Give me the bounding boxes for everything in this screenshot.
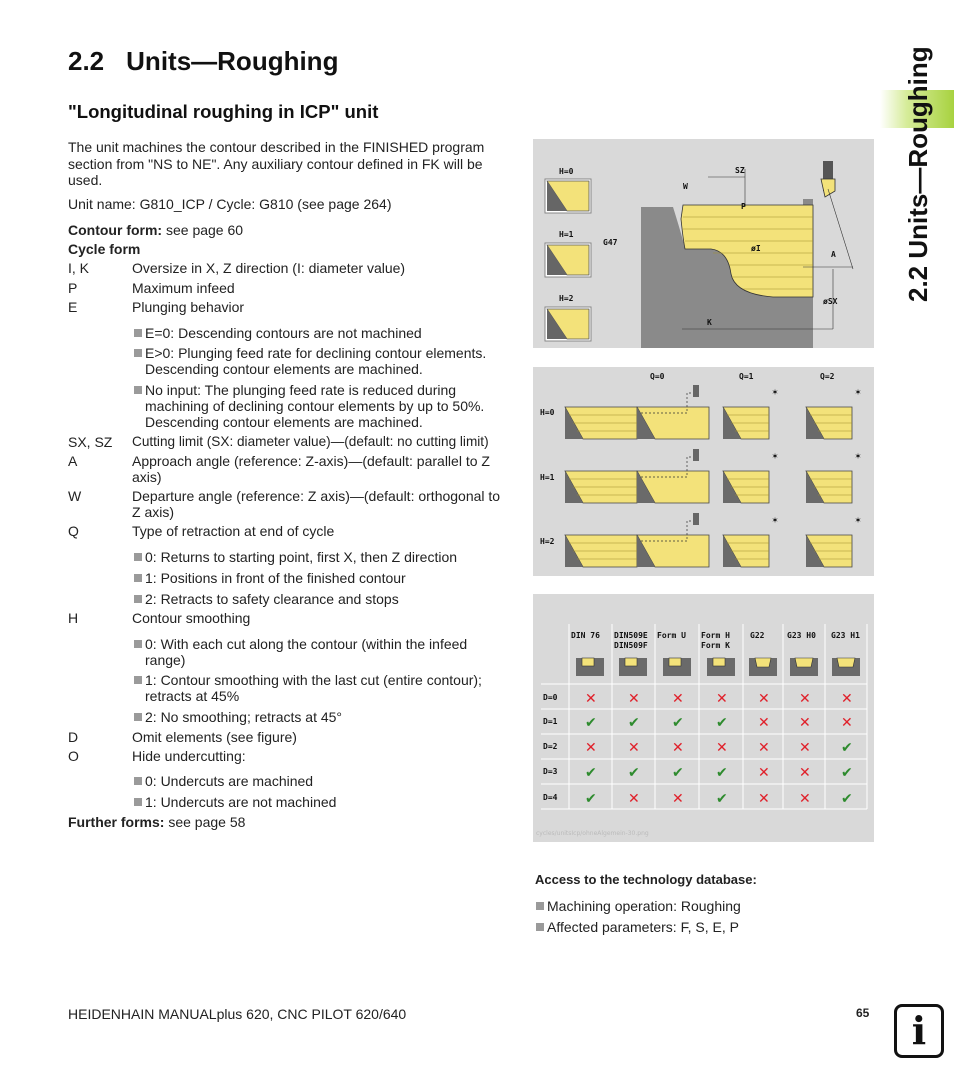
table-header: G23 H0 — [787, 631, 816, 640]
groove-fill — [755, 658, 771, 667]
check-icon: ✔ — [841, 740, 853, 756]
cross-icon: ✕ — [799, 715, 811, 731]
star-icon: ✶ — [855, 451, 862, 462]
diagram-label: SZ — [735, 166, 745, 175]
check-icon: ✔ — [841, 791, 853, 807]
groove-fill — [837, 658, 855, 667]
groove-fill — [582, 658, 594, 666]
cross-icon: ✕ — [585, 740, 597, 756]
omit-elements-svg — [533, 594, 874, 842]
diagram-label: H=0 — [559, 167, 574, 176]
check-icon: ✔ — [628, 765, 640, 781]
star-icon: ✶ — [772, 387, 779, 398]
cross-icon: ✕ — [758, 740, 770, 756]
check-icon: ✔ — [585, 791, 597, 807]
cross-icon: ✕ — [716, 691, 728, 707]
groove-fill — [669, 658, 681, 666]
row-label: H=0 — [540, 408, 555, 417]
check-icon: ✔ — [716, 765, 728, 781]
star-icon: ✶ — [772, 451, 779, 462]
diagram-label: W — [683, 182, 688, 191]
list-item: 2: No smoothing; retracts at 45° — [133, 709, 503, 725]
table-header: Form H — [701, 631, 730, 640]
cross-icon: ✕ — [841, 691, 853, 707]
tech-db-heading: Access to the technology database: — [535, 872, 757, 887]
unit-name: Unit name: G810_ICP / Cycle: G810 (see page 264) — [68, 196, 392, 212]
diagram-label: A — [831, 250, 836, 259]
list-item: 1: Undercuts are not machined — [133, 794, 503, 810]
list-item: E>0: Plunging feed rate for declining contour elements. Descending contour elements are machined. — [133, 345, 503, 377]
check-icon: ✔ — [628, 715, 640, 731]
tool-icon — [693, 513, 699, 525]
row-label: H=1 — [540, 473, 555, 482]
star-icon: ✶ — [855, 387, 862, 398]
list-item: 0: Undercuts are machined — [133, 773, 503, 789]
cross-icon: ✕ — [758, 791, 770, 807]
cross-icon: ✕ — [799, 791, 811, 807]
column-label: Q=2 — [820, 372, 835, 381]
list-item: 1: Positions in front of the finished contour — [133, 570, 503, 586]
retraction-smoothing-diagram — [533, 367, 874, 576]
list-item: 2: Retracts to safety clearance and stops — [133, 591, 503, 607]
table-row-label: D=0 — [543, 693, 558, 702]
intro-paragraph: The unit machines the contour described in the FINISHED program section from "NS to NE". Any auxiliary contour defined in FK will be used. — [68, 139, 485, 188]
cycle-form-label: Cycle form — [68, 241, 141, 257]
table-row-label: D=3 — [543, 767, 558, 776]
roughing-diagram — [533, 139, 874, 348]
cross-icon: ✕ — [716, 740, 728, 756]
contour-form: Contour form: see page 60 — [68, 222, 244, 238]
table-row-label: D=2 — [543, 742, 558, 751]
list-item: No input: The plunging feed rate is reduced during machining of declining contour elements by up to 50%. Descending contour elements are machined. — [133, 382, 503, 430]
retraction-smoothing-svg — [533, 367, 874, 576]
cross-icon: ✕ — [672, 791, 684, 807]
figure-filename: cycles/unitsIcp/ohneAlgemein-30.png — [536, 830, 649, 837]
list-item: 1: Contour smoothing with the last cut (entire contour); retracts at 45% — [133, 672, 503, 704]
cross-icon: ✕ — [672, 740, 684, 756]
column-label: Q=0 — [650, 372, 665, 381]
table-header: Form U — [657, 631, 686, 640]
cross-icon: ✕ — [628, 691, 640, 707]
further-forms: Further forms: see page 58 — [68, 814, 246, 830]
cross-icon: ✕ — [628, 791, 640, 807]
cross-icon: ✕ — [758, 765, 770, 781]
check-icon: ✔ — [716, 791, 728, 807]
table-header: G23 H1 — [831, 631, 860, 640]
table-header: G22 — [750, 631, 765, 640]
table-row-label: D=1 — [543, 717, 558, 726]
list-item: Affected parameters: F, S, E, P — [535, 919, 865, 935]
cross-icon: ✕ — [585, 691, 597, 707]
sidebar-tab-text: 2.2 Units—Roughing — [903, 46, 933, 302]
table-header: DIN509F — [614, 641, 648, 650]
check-icon: ✔ — [585, 765, 597, 781]
check-icon: ✔ — [585, 715, 597, 731]
groove-fill — [625, 658, 637, 666]
groove-fill — [713, 658, 725, 666]
tool-icon — [693, 449, 699, 461]
check-icon: ✔ — [672, 765, 684, 781]
diagram-label: P — [741, 202, 746, 211]
diagram-label: H=1 — [559, 230, 574, 239]
cross-icon: ✕ — [628, 740, 640, 756]
list-item: 0: With each cut along the contour (within the infeed range) — [133, 636, 503, 668]
sidebar-tab — [888, 40, 938, 330]
check-icon: ✔ — [841, 765, 853, 781]
list-item: E=0: Descending contours are not machined — [133, 325, 503, 341]
omit-elements-table — [533, 594, 874, 842]
table-header: DIN509E — [614, 631, 648, 640]
table-header: DIN 76 — [571, 631, 600, 640]
cross-icon: ✕ — [799, 740, 811, 756]
column-label: Q=1 — [739, 372, 754, 381]
info-icon: i — [894, 1004, 944, 1058]
diagram-label: G47 — [603, 238, 618, 247]
cross-icon: ✕ — [758, 691, 770, 707]
page-number: 65 — [856, 1006, 870, 1020]
list-item: 0: Returns to starting point, first X, then Z direction — [133, 549, 503, 565]
tool-icon — [693, 385, 699, 397]
cross-icon: ✕ — [672, 691, 684, 707]
star-icon: ✶ — [855, 515, 862, 526]
diagram-label: øI — [751, 244, 761, 253]
cross-icon: ✕ — [799, 691, 811, 707]
cross-icon: ✕ — [799, 765, 811, 781]
check-icon: ✔ — [672, 715, 684, 731]
page-title: 2.2 Units—Roughing — [68, 46, 339, 76]
table-header: Form K — [701, 641, 730, 650]
cross-icon: ✕ — [758, 715, 770, 731]
roughing-diagram-svg — [533, 139, 874, 348]
footer-text: HEIDENHAIN MANUALplus 620, CNC PILOT 620/640 — [68, 1006, 407, 1022]
sidebar-tab-svg — [888, 40, 938, 330]
groove-fill — [795, 658, 813, 667]
table-row-label: D=4 — [543, 793, 558, 802]
diagram-label: H=2 — [559, 294, 574, 303]
list-item: Machining operation: Roughing — [535, 898, 865, 914]
diagram-label: øSX — [823, 297, 838, 306]
diagram-label: K — [707, 318, 712, 327]
section-subtitle: "Longitudinal roughing in ICP" unit — [68, 101, 379, 122]
cross-icon: ✕ — [841, 715, 853, 731]
star-icon: ✶ — [772, 515, 779, 526]
row-label: H=2 — [540, 537, 555, 546]
check-icon: ✔ — [716, 715, 728, 731]
